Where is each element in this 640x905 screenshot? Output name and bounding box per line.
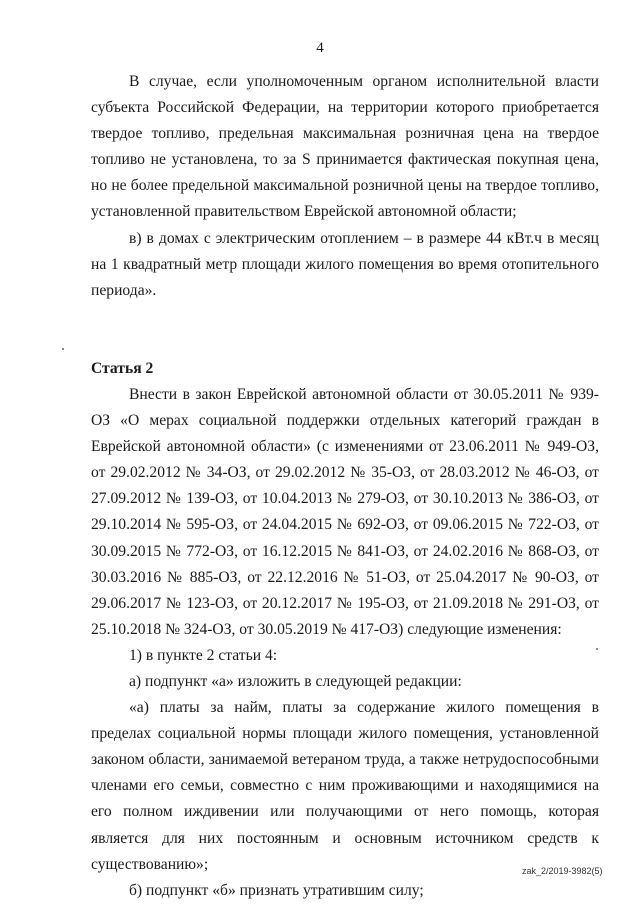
paragraph-amendments: Внести в закон Еврейской автономной области от 30.05.2011 № 939-ОЗ «О мерах социальной поддержки отдельных категорий граждан в Еврейской автономной области» (с изменениями от 23.06.2011 № 949-ОЗ, от 29.02.2012 № 34-ОЗ, от 29.02.2012 № 35-ОЗ, от 28.03.2012 № 46-ОЗ, от 27.09.2012 № 139-ОЗ, от 10.04.2013 № 279-ОЗ, от 30.10.2013 № 386-ОЗ, от 29.10.2014 № 595-ОЗ, от 24.04.2015 № 692-ОЗ, от 09.06.2015 № 722-ОЗ, от 30.09.2015 № 772-ОЗ, от 16.12.2015 № 841-ОЗ, от 24.02.2016 № 868-ОЗ, от 30.03.2016 № 885-ОЗ, от 22.12.2016 № 51-ОЗ, от 25.04.2017 № 90-ОЗ, от 29.06.2017 № 123-ОЗ, от 20.12.2017 № 195-ОЗ, от 21.09.2018 № 291-ОЗ, от 25.10.2018 № 324-ОЗ, от 30.05.2019 № 417-ОЗ) следующие изменения:: [91, 385, 599, 638]
list-item-a: а) подпункт «а» изложить в следующей редакции:: [129, 672, 462, 690]
page-number: 4: [316, 40, 324, 56]
paragraph-fuel-price: В случае, если уполномоченным органом исполнительной власти субъекта Российской Федерации, на территории которого приобретается твердое топливо, предельная максимальная розничная цена на твердое топливо не установлена, то за S принимается фактическая покупная цена, но не более предельной максимальной розничной цены на твердое топливо, установленной правительством Еврейской автономной области;: [91, 73, 599, 221]
document-body: [91, 69, 599, 904]
document-code: zak_2/2019-3982(5): [522, 866, 603, 876]
spacer: [91, 330, 599, 356]
scan-speck: [596, 648, 598, 650]
list-item-1: 1) в пункте 2 статьи 4:: [129, 646, 278, 664]
paragraph-electric-heating: в) в домах с электрическим отоплением – в размере 44 кВт.ч в месяц на 1 квадратный метр площади жилого помещения во время отопительного периода».: [91, 229, 599, 299]
quoted-subparagraph-a: «а) платы за найм, платы за содержание жилого помещения в пределах социальной нормы площади жилого помещения, установленной законом области, занимаемой ветераном труда, а также нетрудоспособными членами его семьи, совместно с ним проживающими и находящимися на его полном иждивении или получающими от него помощь, которая является для них постоянным и основным источником средств к существованию»;: [91, 699, 599, 873]
scan-speck: [62, 348, 64, 350]
spacer: [91, 304, 599, 330]
article-heading: Статья 2: [91, 359, 154, 377]
list-item-b: б) подпункт «б» признать утратившим силу;: [129, 881, 424, 899]
